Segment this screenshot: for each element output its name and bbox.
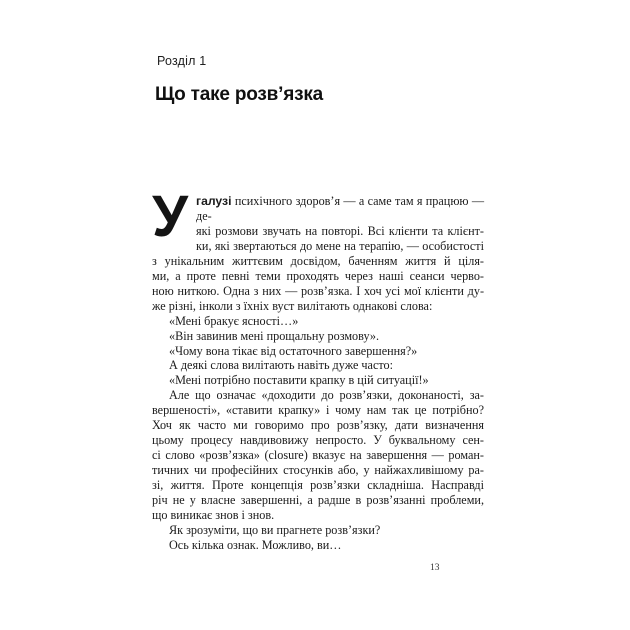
lead-word: галузі: [196, 194, 232, 208]
text-line: ки, які звертаються до мене на терапію, — особистості: [196, 238, 484, 253]
text-line: цьому процесу навдивовижу непросто. У буквальному сен-: [152, 433, 484, 448]
quote-line: «Він завинив мені прощальну розмову».: [169, 328, 380, 343]
quote-line: «Чому вона тікає від остаточного завершення?»: [169, 343, 418, 358]
text-line: що виникає знов і знов.: [152, 508, 275, 523]
text-line: тичних чи професійних стосунків або, у найжахливішому ра-: [152, 463, 484, 478]
text-line: які розмови звучать на повторі. Всі клієнти та клієнт-: [196, 223, 484, 238]
quote-line: «Мені потрібно поставити крапку в цій ситуації!»: [169, 373, 429, 388]
text-line: Але що означає «доходити до розв’язки, доконаності, за-: [169, 388, 484, 403]
drop-cap: У: [152, 184, 189, 249]
text-line: же різні, інколи з їхніх вуст вилітають однакові слова:: [152, 298, 433, 313]
quote-line: А деякі слова вилітають навіть дуже часто:: [169, 358, 394, 373]
text-line: річ не у власне завершенні, а радше в розв’язанні проблеми,: [152, 493, 484, 508]
text-line: [152, 194, 484, 224]
text-line: ною ниткою. Одна з них — розв’язка. І хоч усі мої клієнти ду-: [152, 283, 484, 298]
body-text: [152, 184, 485, 553]
text-line: Ось кілька ознак. Можливо, ви…: [169, 537, 342, 552]
text-line: сі слово «розв’язка» (closure) вказує на завершення — роман-: [152, 448, 484, 463]
page-number: 13: [430, 563, 440, 573]
text-line: вершеності», «ставити крапку» і чому нам так це потрібно?: [152, 403, 484, 418]
text-line: зі, життя. Проте концепція розв’язки складніша. Насправді: [152, 478, 484, 493]
chapter-label: Розділ 1: [157, 54, 207, 68]
quote-line: «Мені бракує ясності…»: [169, 313, 299, 328]
text-line: з унікальним життєвим досвідом, баченням життя й ціля-: [152, 253, 484, 268]
text-line: Як зрозуміти, що ви прагнете розв’язки?: [169, 522, 381, 537]
line-text: психічного здоров’я — а саме там я працюю — де-: [196, 194, 485, 223]
page-title: Що таке розв’язка: [155, 84, 324, 105]
text-line: Хоч як часто ми говоримо про розв’язку, дати визначення: [152, 418, 484, 433]
text-line: ми, а проте певні теми проходять через наші сеанси черво-: [152, 268, 484, 283]
